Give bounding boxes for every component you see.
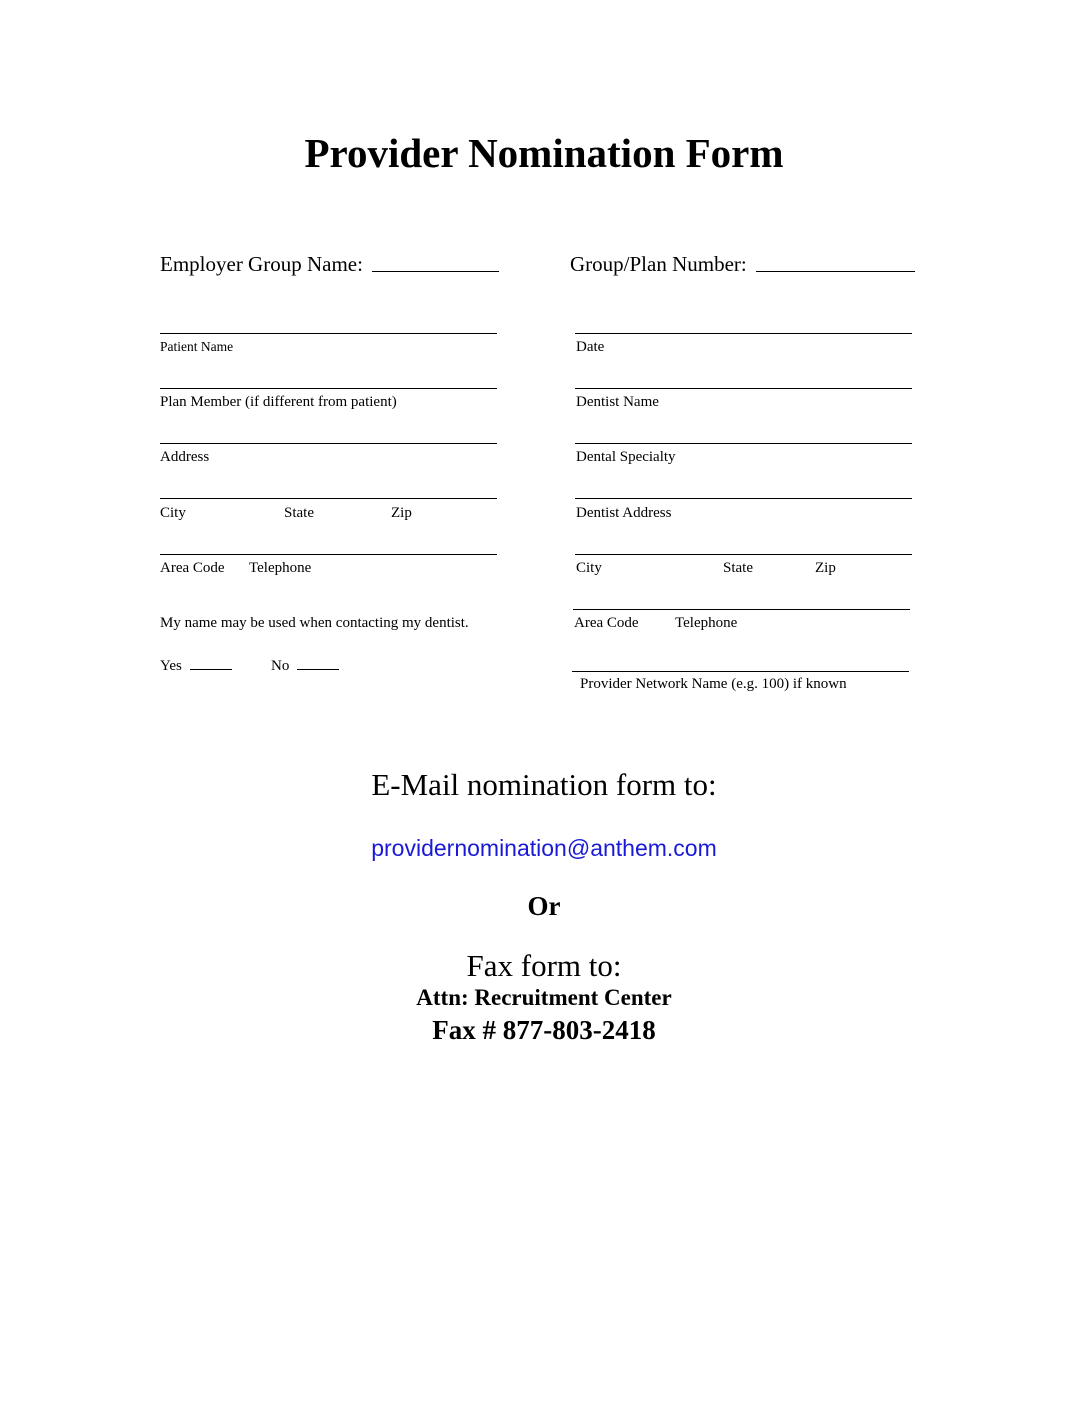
state-label: State [284, 505, 314, 521]
provider-network-field[interactable] [572, 671, 909, 672]
consent-statement: My name may be used when contacting my dentist. [160, 615, 469, 631]
patient-name-field[interactable] [160, 333, 497, 334]
consent-yes [160, 657, 232, 675]
telephone-label: Telephone [249, 560, 312, 576]
zip-label: Zip [391, 505, 412, 521]
date-label: Date [576, 339, 605, 355]
dentist-telephone-label: Telephone [675, 615, 738, 631]
no-blank[interactable] [297, 657, 339, 670]
fax-number: Fax # 877-803-2418 [432, 1015, 656, 1045]
dentist-address-field[interactable] [575, 498, 912, 499]
email-link-row [0, 834, 1088, 862]
email-link[interactable]: providernomination@anthem.com [371, 835, 717, 861]
dental-specialty-label: Dental Specialty [576, 449, 676, 465]
area-code-label: Area Code [160, 560, 225, 576]
city-label: City [160, 505, 186, 521]
patient-name-label: Patient Name [160, 339, 234, 354]
or-text: Or [527, 891, 561, 921]
group-plan-field[interactable] [756, 271, 915, 272]
attn-line: Attn: Recruitment Center [416, 985, 672, 1010]
employer-group-field[interactable] [372, 271, 499, 272]
dentist-name-field[interactable] [575, 388, 912, 389]
dentist-name-label: Dentist Name [576, 394, 659, 410]
phone-field[interactable] [160, 554, 497, 555]
dentist-zip-label: Zip [815, 560, 836, 576]
no-label: No [271, 658, 290, 674]
date-field[interactable] [575, 333, 912, 334]
plan-member-field[interactable] [160, 388, 497, 389]
email-heading: E-Mail nomination form to: [371, 767, 717, 802]
dentist-phone-field[interactable] [573, 609, 910, 610]
consent-no [271, 657, 339, 675]
city-state-zip-field[interactable] [160, 498, 497, 499]
group-plan-label: Group/Plan Number: [570, 252, 747, 276]
dentist-address-label: Dentist Address [576, 505, 672, 521]
dentist-area-code-label: Area Code [574, 615, 639, 631]
address-label: Address [160, 449, 210, 465]
dentist-state-label: State [723, 560, 753, 576]
dentist-city-label: City [576, 560, 602, 576]
dentist-city-state-zip-field[interactable] [575, 554, 912, 555]
yes-blank[interactable] [190, 657, 232, 670]
dental-specialty-field[interactable] [575, 443, 912, 444]
fax-heading: Fax form to: [466, 948, 622, 983]
employer-group-label: Employer Group Name: [160, 252, 363, 276]
plan-member-label: Plan Member (if different from patient) [160, 394, 397, 410]
yes-label: Yes [160, 658, 182, 674]
page-title: Provider Nomination Form [304, 130, 784, 176]
provider-network-label: Provider Network Name (e.g. 100) if known [580, 676, 847, 692]
address-field[interactable] [160, 443, 497, 444]
